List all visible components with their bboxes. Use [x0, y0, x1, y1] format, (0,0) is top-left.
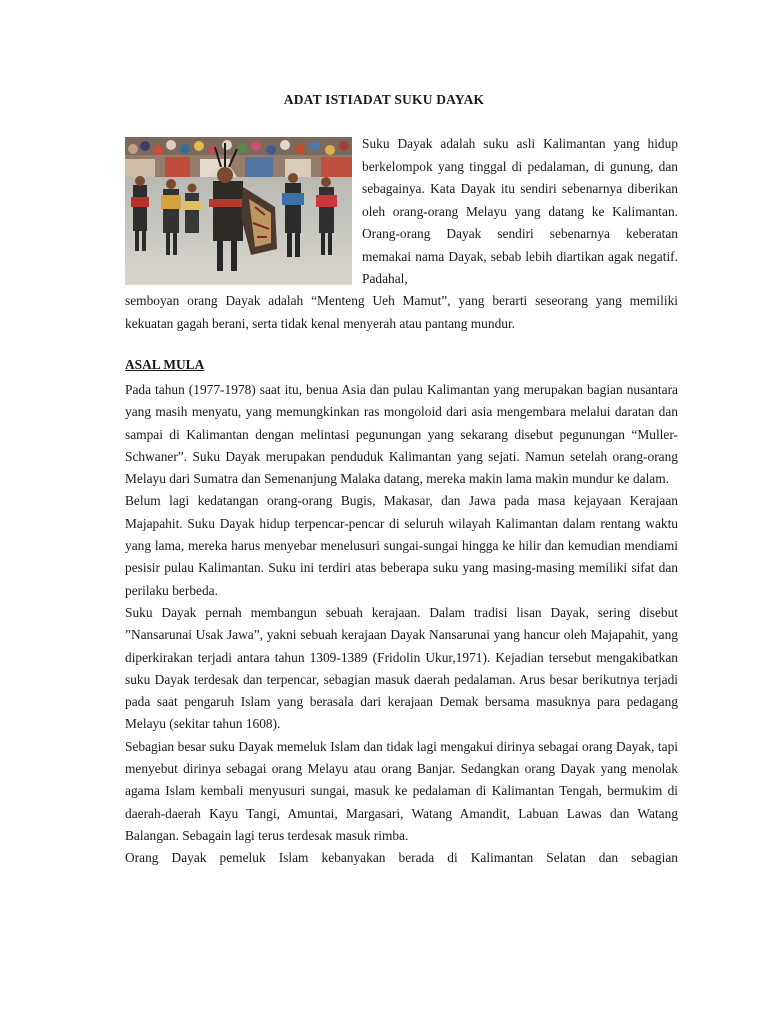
photo-illustration	[125, 137, 352, 285]
body-paragraph: Belum lagi kedatangan orang-orang Bugis, Makasar, dan Jawa pada masa kejayaan Kerajaan Majapahit. Suku Dayak hidup terpencar-pencar di seluruh wilayah Kalimantan dalam rentang waktu yang lama, mereka harus menyebar menelusuri sungai-sungai hingga ke hilir dan kemudian mendiami pesisir pulau Kalimantan. Suku ini terdiri atas beberapa suku yang masing-masing memiliki sifat dan perilaku berbeda.	[125, 493, 678, 598]
body-paragraph: Pada tahun (1977-1978) saat itu, benua Asia dan pulau Kalimantan yang merupakan bagian nusantara yang masih menyatu, yang memungkinkan ras mongoloid dari asia mengembara melalui daratan dan sampai di Kalimantan dengan melintasi pegunungan yang sekarang disebut pegunungan “Muller-Schwaner”. Suku Dayak merupakan penduduk Kalimantan yang sejati. Namun setelah orang-orang Melayu dari Sumatra dan Semenanjung Malaka datang, mereka makin lama makin mundur ke dalam.	[125, 382, 678, 487]
body-paragraph: Suku Dayak pernah membangun sebuah kerajaan. Dalam tradisi lisan Dayak, sering disebut ”Nansarunai Usak Jawa”, yakni sebuah kerajaan Dayak Nansarunai yang hancur oleh Majapahit, yang diperkirakan terjadi antara tahun 1309-1389 (Fridolin Ukur,1971). Kejadian tersebut mengakibatkan suku Dayak terdesak dan terpencar, sebagian masuk daerah pedalaman. Arus besar berikutnya terjadi pada saat pengaruh Islam yang berasala dari kerajaan Demak bersama masuknya para pedagang Melayu (sekitar tahun 1608).	[125, 604, 678, 732]
section-body	[125, 379, 678, 870]
section-heading-asal-mula: ASAL MULA	[125, 357, 205, 372]
dayak-dancers-photo	[125, 137, 352, 285]
document-title: ADAT ISTIADAT SUKU DAYAK	[283, 92, 485, 107]
body-paragraph: Sebagian besar suku Dayak memeluk Islam dan tidak lagi mengakui dirinya sebagai orang Dayak, tapi menyebut dirinya sebagai orang Melayu atau orang Banjar. Sedangkan orang Dayak yang menolak agama Islam kembali menyusuri sungai, masuk ke pedalaman di Kalimantan Tengah, bermukim di daerah-daerah Kayu Tangi, Amuntai, Margasari, Watang Amandit, Labuan Lawas dan Watang Balangan. Sebagain lagi terus terdesak masuk rimba.	[125, 738, 678, 843]
body-paragraph: Orang Dayak pemeluk Islam kebanyakan berada di Kalimantan Selatan dan sebagian	[125, 850, 678, 866]
intro-paragraph-continued: semboyan orang Dayak adalah “Menteng Ueh Mamut”, yang berarti seseorang yang memiliki kekuatan gagah berani, serta tidak kenal menyerah atau pantang mundur.	[125, 293, 678, 331]
intro-paragraph-right: Suku Dayak adalah suku asli Kalimantan yang hidup berkelompok yang tinggal di pedalaman, di gunung, dan sebagainya. Kata Dayak itu sendiri sebenarnya diberikan oleh orang-orang Melayu yang datang ke Kalimantan. Orang-orang Dayak sendiri sebenarnya keberatan memakai nama Dayak, sebab lebih diartikan agak negatif. Padahal,	[362, 136, 678, 286]
